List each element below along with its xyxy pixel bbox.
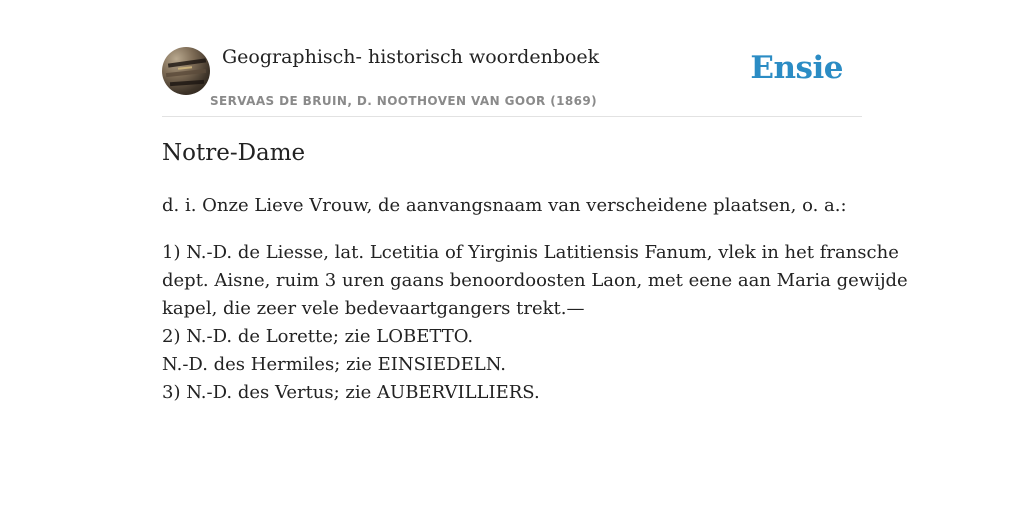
- book-gilt-icon: [178, 66, 192, 69]
- entry-line: 2) N.-D. de Lorette; zie LOBETTO.: [162, 326, 474, 347]
- book-spine-icon: [166, 69, 206, 77]
- dictionary-authors: SERVAAS DE BRUIN, D. NOOTHOVEN VAN GOOR (1869): [210, 94, 598, 108]
- dictionary-title-link[interactable]: Geographisch- historisch woordenboek: [222, 46, 600, 68]
- book-spine-icon: [170, 80, 204, 86]
- entry-body: [162, 192, 908, 407]
- entry-line: kapel, die zeer vele bedevaartgangers trekt.—: [162, 298, 585, 319]
- ensie-logo-link[interactable]: Ensie: [750, 50, 843, 86]
- dictionary-header: [162, 0, 862, 117]
- entry-line: 3) N.-D. des Vertus; zie AUBERVILLIERS.: [162, 382, 540, 403]
- entry-line: dept. Aisne, ruim 3 uren gaans benoordoosten Laon, met eene aan Maria gewijde: [162, 270, 908, 291]
- entry-title: Notre-Dame: [162, 140, 306, 166]
- entry-definition: [162, 239, 908, 407]
- dictionary-page: [162, 0, 908, 403]
- dictionary-thumbnail[interactable]: [162, 47, 210, 95]
- entry-line: 1) N.-D. de Liesse, lat. Lcetitia of Yirginis Latitiensis Fanum, vlek in het fransche: [162, 242, 899, 263]
- entry-line: N.-D. des Hermiles; zie EINSIEDELN.: [162, 354, 507, 375]
- entry-intro: d. i. Onze Lieve Vrouw, de aanvangsnaam van verscheidene plaatsen, o. a.:: [162, 195, 847, 216]
